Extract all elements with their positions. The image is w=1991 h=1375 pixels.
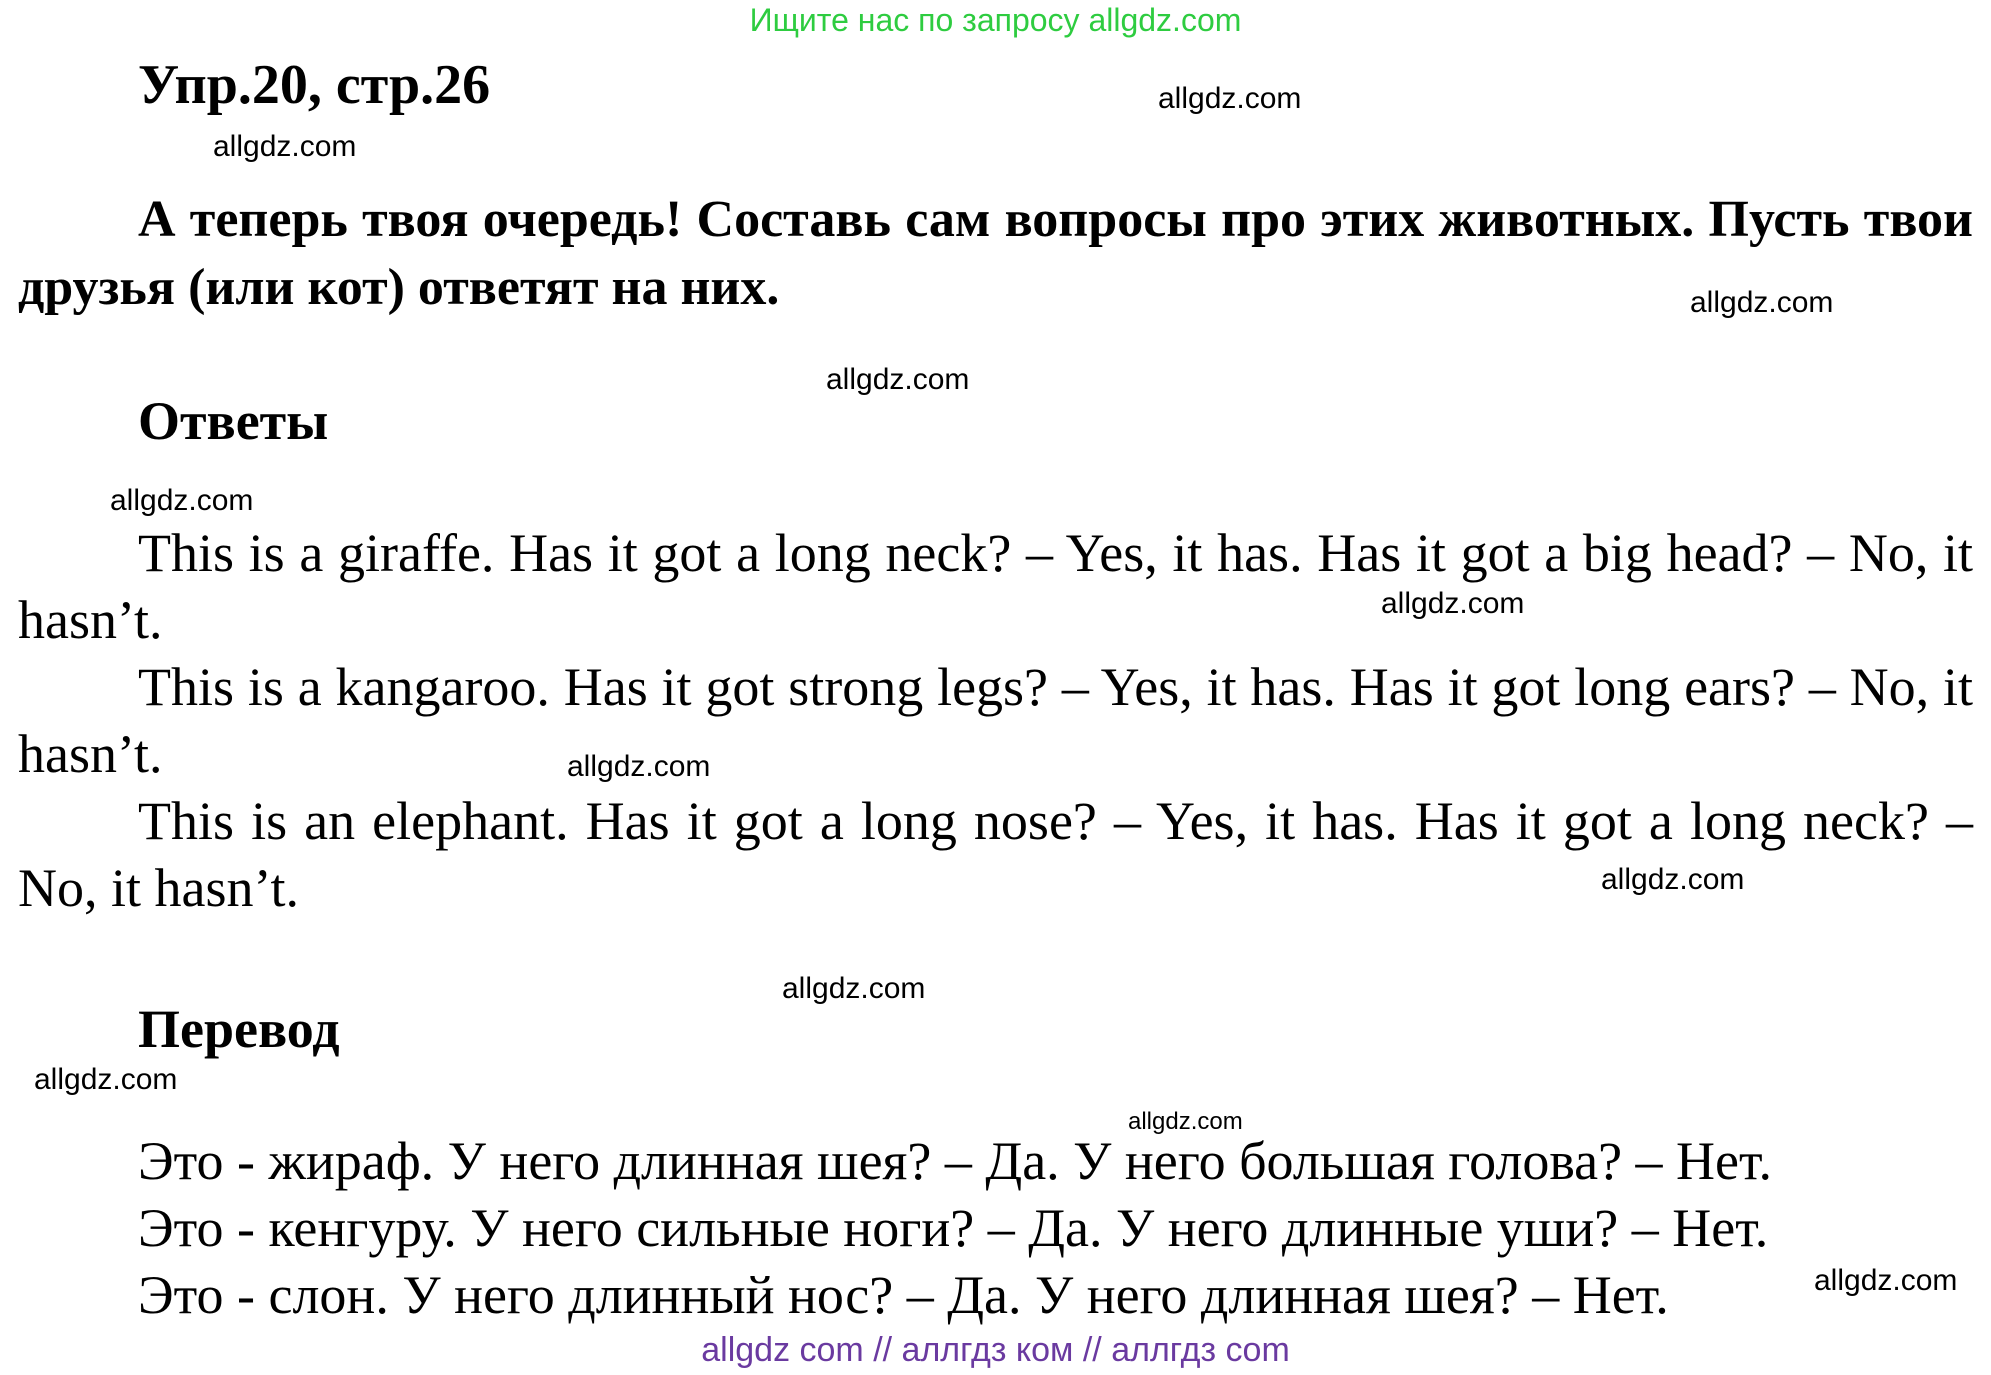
task-text: А теперь твоя очередь! Составь сам вопросы про этих животных. Пусть твои друзья (или кот) ответят на них. [18, 191, 1973, 316]
answer-paragraph: This is a giraffe. Has it got a long neck? – Yes, it has. Has it got a big head? – No, it hasn’t. [18, 523, 1973, 650]
search-banner[interactable]: Ищите нас по запросу allgdz.com [749, 2, 1242, 38]
watermark: allgdz.com [1690, 286, 1834, 319]
watermark: allgdz.com [213, 130, 357, 163]
watermark: allgdz.com [110, 484, 254, 517]
watermark: allgdz.com [1158, 82, 1302, 115]
translation-heading: Перевод [138, 999, 340, 1059]
watermark: allgdz.com [782, 972, 926, 1005]
translation-line: Это - жираф. У него длинная шея? – Да. У него большая голова? – Нет. [138, 1131, 1773, 1191]
translation-line: Это - кенгуру. У него сильные ноги? – Да. У него длинные уши? – Нет. [138, 1198, 1769, 1258]
translation-block [138, 1128, 1772, 1329]
translation-line: Это - слон. У него длинный нос? – Да. У него длинная шея? – Нет. [138, 1265, 1669, 1325]
exercise-title: Упр.20, стр.26 [138, 54, 491, 116]
watermark: allgdz.com [1128, 1108, 1243, 1135]
watermark: allgdz.com [1381, 587, 1525, 620]
answer-paragraph: This is an elephant. Has it got a long nose? – Yes, it has. Has it got a long neck? – No, it hasn’t. [18, 791, 1973, 918]
watermark: allgdz.com [1814, 1264, 1958, 1297]
watermark: allgdz.com [567, 750, 711, 783]
answer-paragraph: This is a kangaroo. Has it got strong legs? – Yes, it has. Has it got long ears? – No, it hasn’t. [18, 657, 1973, 784]
watermark: allgdz.com [826, 363, 970, 396]
footer-banner[interactable]: allgdz com // аллгдз ком // аллгдз com [701, 1331, 1290, 1369]
watermark: allgdz.com [34, 1063, 178, 1096]
answers-block [18, 520, 1973, 922]
answers-heading: Ответы [138, 391, 329, 451]
watermark: allgdz.com [1601, 863, 1745, 896]
